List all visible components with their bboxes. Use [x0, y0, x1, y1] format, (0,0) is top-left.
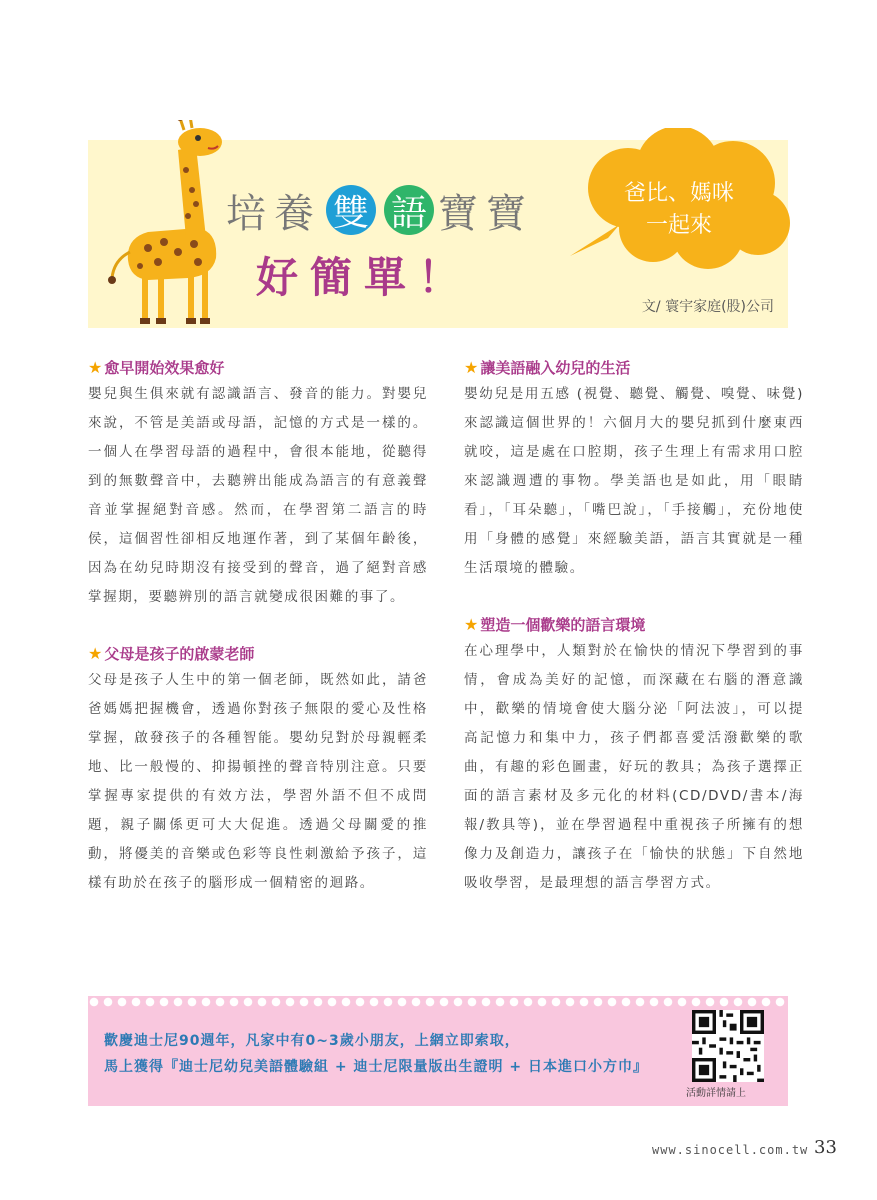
- title-char-circled: 語: [384, 185, 434, 235]
- qr-code-icon[interactable]: [692, 1010, 764, 1082]
- title-char-circled: 雙: [326, 185, 376, 235]
- promo-line: 歡慶迪士尼90週年，凡家中有0~3歲小朋友，上網立即索取，: [104, 1033, 520, 1049]
- banner-title: [226, 180, 534, 240]
- bubble-line: 爸比、媽咪: [623, 181, 734, 206]
- scalloped-border: [88, 996, 788, 1008]
- section-joyful-environment: [464, 613, 804, 898]
- header-banner: [88, 140, 788, 328]
- star-icon: ★: [88, 644, 103, 663]
- bubble-line: 一起來: [645, 213, 712, 238]
- section-body: 在心理學中，人類對於在愉快的情況下學習到的事情，會成為美好的記憶，而深藏在右腦的潛意識中，歡樂的情境會使大腦分泌「阿法波」，可以提高記憶力和集中力，孩子們都喜愛活潑歡樂的歌曲，有趣的彩色圖畫，好玩的教具；為孩子選擇正面的語言素材及多元化的材料(CD/DVD/書本/海報/教具等)，並在學習過程中重視孩子所擁有的想像力及創造力，讓孩子在「愉快的狀態」下自然地吸收學習，是最理想的語言學習方式。: [464, 643, 804, 891]
- title-char: 寶: [486, 190, 534, 237]
- section-heading: [88, 642, 428, 666]
- promo-box: [88, 996, 788, 1106]
- title-char: 培: [226, 190, 274, 237]
- section-parents-teachers: [88, 642, 428, 898]
- banner-subtitle: 好簡單！: [256, 253, 473, 302]
- section-heading-text: 父母是孩子的啟蒙老師: [104, 645, 255, 663]
- star-icon: ★: [464, 358, 479, 377]
- title-char: 養: [274, 190, 322, 237]
- section-body: 嬰幼兒是用五感 (視覺、聽覺、觸覺、嗅覺、味覺)來認識這個世界的！六個月大的嬰兒抓到什麼東西就咬，這是處在口腔期，孩子生理上有需求用口腔來認識週遭的事物。學美語也是如此，用「眼睛看」，「耳朵聽」，「嘴巴說」，「手接觸」，充份地使用「身體的感覺」來經驗美語，語言其實就是一種生活環境的體驗。: [464, 386, 804, 576]
- section-english-life: [464, 356, 804, 583]
- section-body: 嬰兒與生俱來就有認識語言、發音的能力。對嬰兒來說，不管是美語或母語，記憶的方式是一樣的。一個人在學習母語的過程中，會很本能地，從聽得到的無數聲音中，去聽辨出能成為語言的有意義聲音並掌握絕對音感。然而，在學習第二語言的時侯，這個習性卻相反地運作著，到了某個年齡後，因為在幼兒時期沒有接受到的聲音，過了絕對音感掌握期，要聽辨別的語言就變成很困難的事了。: [88, 386, 428, 605]
- section-heading-text: 讓美語融入幼兒的生活: [480, 359, 631, 377]
- section-body: 父母是孩子人生中的第一個老師，既然如此，請爸爸媽媽把握機會，透過你對孩子無限的愛心及性格掌握，啟發孩子的各種智能。嬰幼兒對於母親輕柔地、比一般慢的、抑揚頓挫的聲音特別注意。只要掌握專家提供的有效方法，學習外語不但不成問題，親子關係更可大大促進。透過父母關愛的推動，將優美的音樂或色彩等良性刺激給予孩子，這樣有助於在孩子的腦形成一個精密的迴路。: [88, 672, 428, 891]
- author-credit: 文/ 寰宇家庭(股)公司: [641, 299, 774, 315]
- section-heading-text: 塑造一個歡樂的語言環境: [480, 616, 646, 634]
- giraffe-illustration: [88, 120, 248, 340]
- left-column: [88, 356, 428, 928]
- right-column: [464, 356, 804, 928]
- section-early-start: [88, 356, 428, 612]
- star-icon: ★: [88, 358, 103, 377]
- title-char: 寶: [438, 190, 486, 237]
- section-heading: [88, 356, 428, 380]
- star-icon: ★: [464, 615, 479, 634]
- footer-url[interactable]: www.sinocell.com.tw: [652, 1143, 809, 1157]
- section-heading: [464, 613, 804, 637]
- qr-caption: 活動詳情請上: [686, 1088, 746, 1099]
- speech-cloud-text: [604, 178, 754, 242]
- section-heading: [464, 356, 804, 380]
- page-number: 33: [814, 1137, 837, 1158]
- promo-line: 馬上獲得『迪士尼幼兒美語體驗組 + 迪士尼限量版出生證明 + 日本進口小方巾』: [104, 1059, 648, 1075]
- section-heading-text: 愈早開始效果愈好: [104, 359, 225, 377]
